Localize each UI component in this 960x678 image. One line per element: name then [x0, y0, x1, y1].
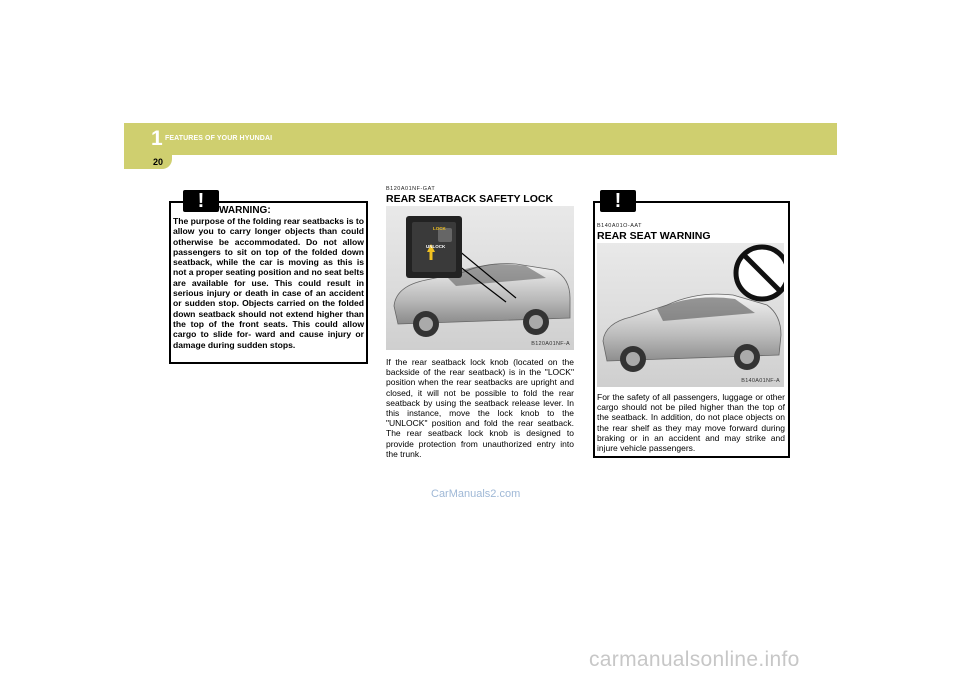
car-side-illustration — [597, 243, 784, 387]
middle-section-code: B120A01NF-GAT — [386, 186, 436, 192]
middle-image-label: B120A01NF-A — [531, 341, 570, 347]
rear-seat-photo — [597, 243, 784, 387]
footer-watermark: carmanualsonline.info — [589, 648, 800, 671]
right-body-text: For the safety of all passengers, luggage or other cargo should not be piled higher than the top of the seatback. In addition, do not place objects on the rear shelf as they may move forward during braking or in an accident and may strike and injure vehicle passengers. — [597, 392, 785, 454]
unlock-label: UNLOCK — [426, 244, 446, 249]
right-section-title: REAR SEAT WARNING — [597, 230, 711, 242]
exclamation-icon: ! — [600, 190, 636, 212]
middle-section-title: REAR SEATBACK SAFETY LOCK — [386, 193, 554, 205]
middle-body-text: If the rear seatback lock knob (located on the backside of the rear seatback) is in the "LOCK" position when the rear seatbacks are upright and closed, it will not be possible to fold the rear seatback by using the seatback release lever. In this instance, move the lock knob to the "UNLOCK" position and fold the rear seatback. The rear seatback lock knob is designed to provide protection from unauthorized entry into the trunk. — [386, 357, 574, 459]
car-trunk-illustration — [386, 206, 574, 350]
page-number: 20 — [153, 157, 164, 167]
watermark-link[interactable]: CarManuals2.com — [431, 488, 521, 500]
chapter-number: 1 — [151, 127, 163, 150]
prohibition-icon — [736, 247, 784, 299]
right-image-label: B140A01NF-A — [741, 378, 780, 384]
page-number-tab — [124, 155, 172, 169]
lock-label: LOCK — [433, 226, 446, 231]
right-section-code: B140A01O-AAT — [597, 223, 643, 229]
left-warning-heading: WARNING: — [219, 205, 271, 216]
seatback-lock-photo — [386, 206, 574, 350]
exclamation-icon: ! — [183, 190, 219, 212]
chapter-title: FEATURES OF YOUR HYUNDAI — [165, 135, 273, 142]
left-warning-text: The purpose of the folding rear seatbacks is to allow you to carry longer objects than could otherwise be accommodated. Do not allow passengers to sit on top of the folded down seatback, while the car is moving as this is not a proper seating position and no seat belts are available for use. This could result in serious injury or death in case of an accident or sudden stop. Objects carried on the folded down seatback should not extend higher than the top of the front seats. This could allow cargo to slide for- ward and cause injury or damage during sudden stops. — [173, 216, 365, 350]
